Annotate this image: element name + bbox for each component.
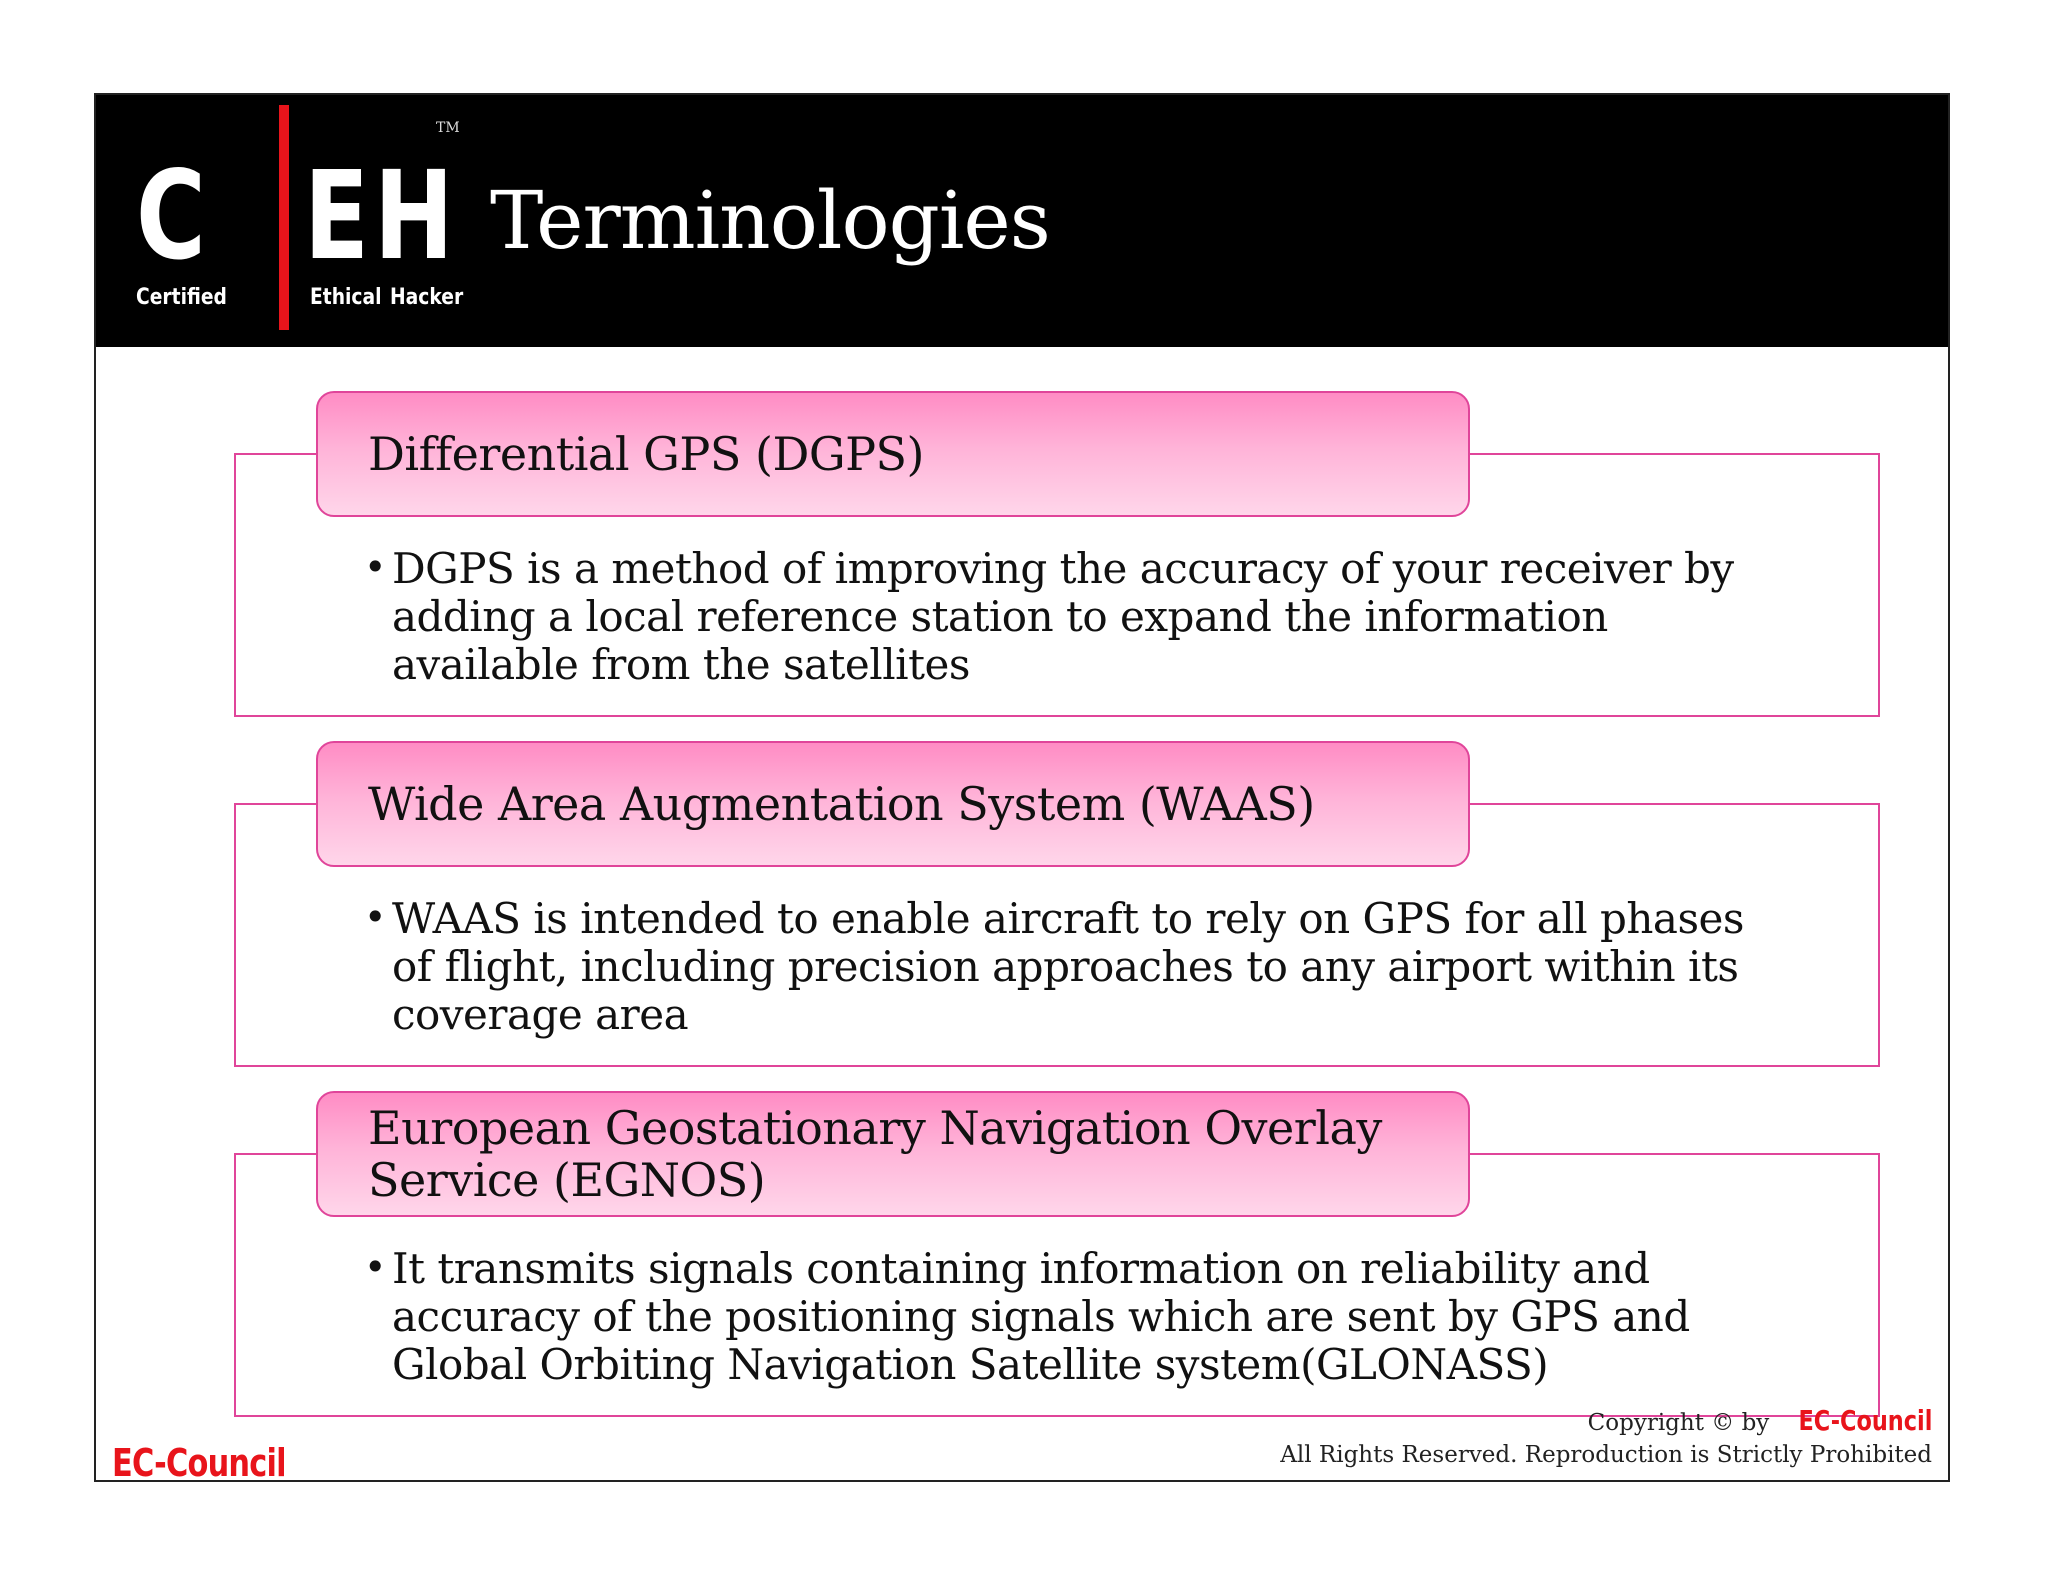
term-heading: European Geostationary Navigation Overlay Service (EGNOS) <box>368 1101 1382 1207</box>
bullet-icon: • <box>364 1245 387 1289</box>
term-description: DGPS is a method of improving the accuracy of your receiver by adding a local reference station to expand the information available from the satellites <box>392 544 1734 689</box>
logo-hacker: Hacker <box>390 285 464 310</box>
ec-council-logo: EC-Council <box>112 1441 286 1485</box>
copyright-line <box>1280 1405 1932 1439</box>
copyright-prefix: Copyright © by <box>1587 1410 1770 1436</box>
copyright-notice <box>1280 1405 1932 1471</box>
rights-reserved: All Rights Reserved. Reproduction is Strictly Prohibited <box>1280 1442 1932 1468</box>
term-block-egnos <box>234 1091 1880 1417</box>
slide <box>94 93 1950 1485</box>
logo-letter-c: C <box>136 145 206 287</box>
logo-letter-e: E <box>304 145 370 287</box>
term-heading-box <box>316 391 1470 517</box>
logo-certified: Certified <box>136 285 227 310</box>
term-heading: Wide Area Augmentation System (WAAS) <box>368 777 1315 831</box>
term-heading-box <box>316 1091 1470 1217</box>
logo-trademark: TM <box>436 120 460 136</box>
ceh-logo <box>136 105 464 335</box>
header-bar <box>96 95 1948 347</box>
term-heading-box <box>316 741 1470 867</box>
bullet-icon: • <box>364 545 387 589</box>
term-description: WAAS is intended to enable aircraft to rely on GPS for all phases of flight, including precision approaches to any airport within its coverage area <box>392 894 1744 1039</box>
logo-ethical: Ethical <box>310 285 382 310</box>
bullet-icon: • <box>364 895 387 939</box>
term-block-waas <box>234 741 1880 1067</box>
logo-red-bar <box>279 105 289 330</box>
logo-letter-h: H <box>374 145 454 287</box>
term-heading: Differential GPS (DGPS) <box>368 427 924 481</box>
page-title: Terminologies <box>490 174 1050 267</box>
copyright-brand: EC-Council <box>1798 1404 1932 1437</box>
term-description: It transmits signals containing information on reliability and accuracy of the positioning signals which are sent by GPS and Global Orbiting Navigation Satellite system(GLONASS) <box>392 1244 1690 1389</box>
term-block-dgps <box>234 391 1880 717</box>
